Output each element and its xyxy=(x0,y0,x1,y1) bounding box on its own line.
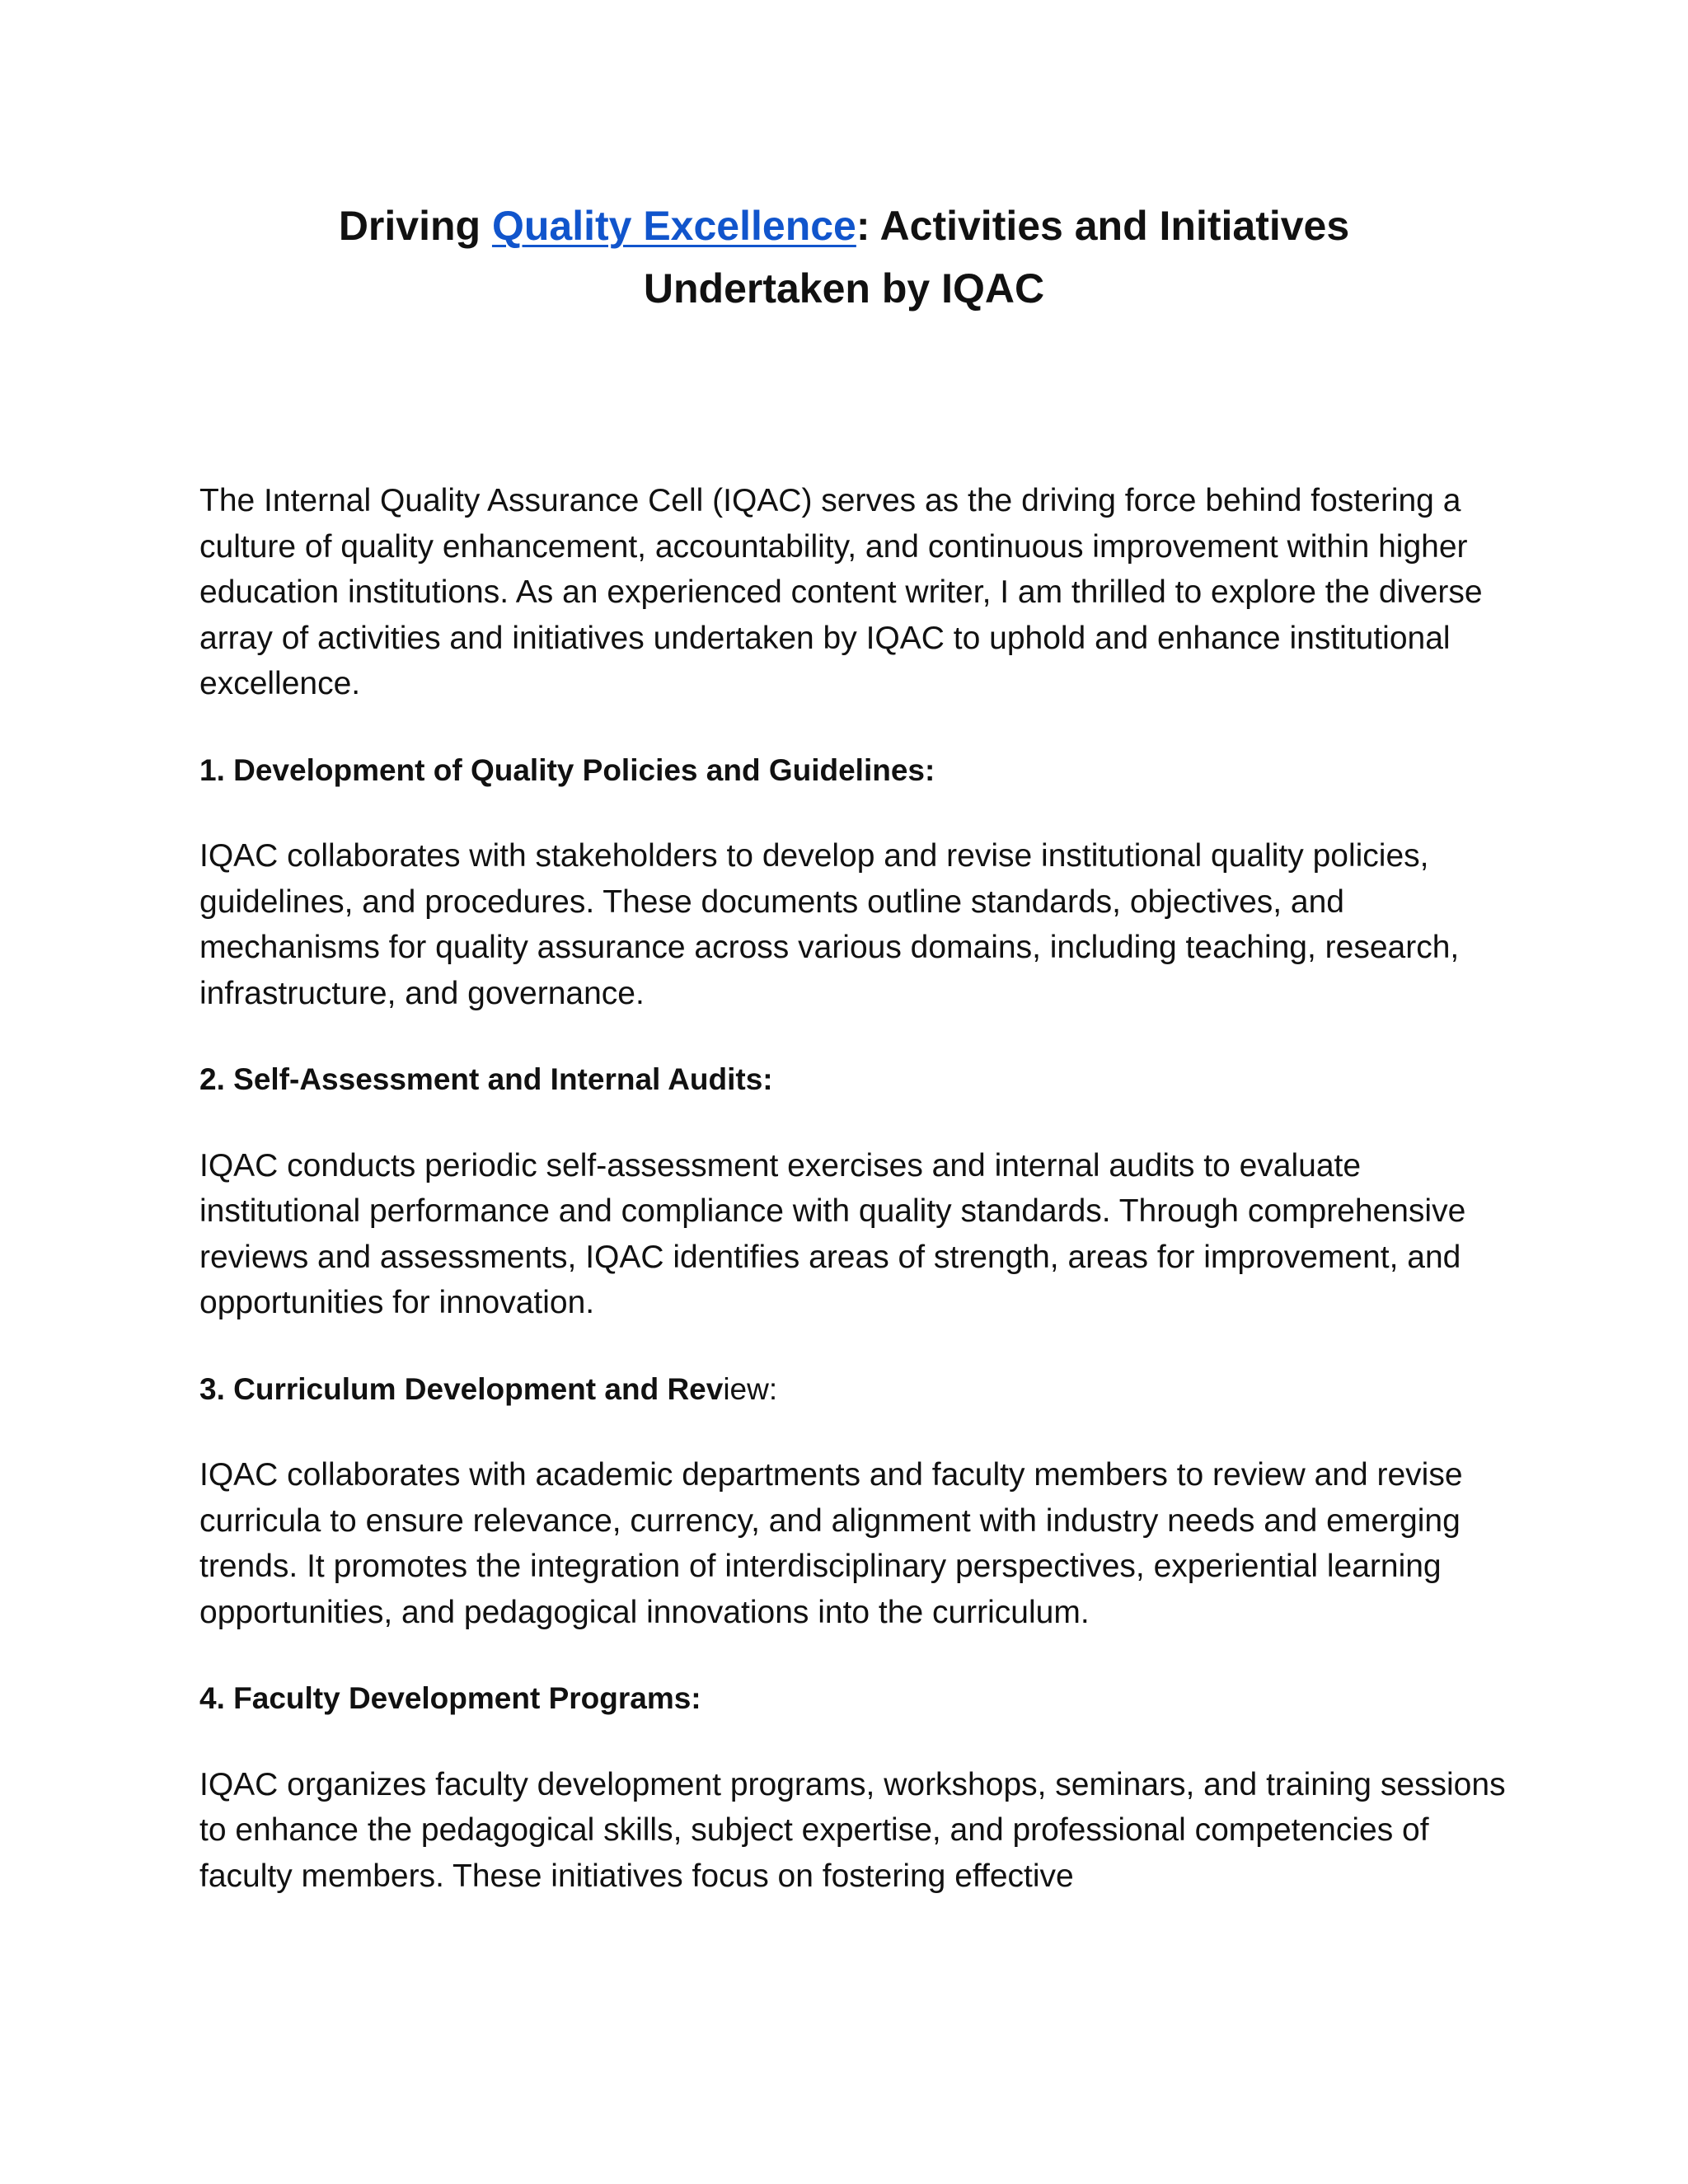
section-body-3: IQAC collaborates with academic departments and faculty members to review and revise curricula to ensure relevance, currency, and alignment with industry needs and emerging trends. It promotes the integration of interdisciplinary perspectives, experiential learning opportunities, and pedagogical innovations into the curriculum. xyxy=(199,1457,1463,1630)
section-heading-text: 2. Self-Assessment and Internal Audits: xyxy=(199,1062,773,1096)
section-heading-2 xyxy=(199,1057,1506,1103)
section-heading-3 xyxy=(199,1366,1506,1413)
intro-paragraph: The Internal Quality Assurance Cell (IQAC) serves as the driving force behind fostering a culture of quality enhancement, accountability, and continuous improvement within higher education institutions. As an experienced content writer, I am thrilled to explore the diverse array of activities and initiatives undertaken by IQAC to uphold and enhance institutional excellence. xyxy=(199,483,1483,701)
quality-excellence-link[interactable]: Quality Excellence xyxy=(491,203,856,249)
section-body-1: IQAC collaborates with stakeholders to develop and revise institutional quality policies, guidelines, and procedures. These documents outline standards, objectives, and mechanisms for quality assurance across various domains, including teaching, research, infrastructure, and governance. xyxy=(199,838,1460,1011)
section-heading-tail: iew: xyxy=(723,1371,778,1406)
section-heading-4 xyxy=(199,1675,1506,1722)
title-prefix: Driving xyxy=(338,203,492,249)
section-heading-text: 3. Curriculum Development and Rev xyxy=(199,1371,724,1406)
section-body-2: IQAC conducts periodic self-assessment exercises and internal audits to evaluate institutional performance and compliance with quality standards. Through comprehensive reviews and assessments, IQAC identifies areas of strength, areas for improvement, and opportunities for innovation. xyxy=(199,1147,1466,1320)
title-suffix: : Activities and Initiatives xyxy=(856,203,1350,249)
title-line-2: Undertaken by IQAC xyxy=(643,265,1045,312)
section-heading-text: 1. Development of Quality Policies and Guidelines: xyxy=(199,752,935,787)
section-heading-text: 4. Faculty Development Programs: xyxy=(199,1681,701,1715)
document-title xyxy=(198,194,1490,320)
document-body xyxy=(199,478,1506,1939)
section-body-4: IQAC organizes faculty development programs, workshops, seminars, and training sessions to enhance the pedagogical skills, subject expertise, and professional competencies of faculty members. These initiatives focus on fostering effective xyxy=(199,1766,1506,1894)
section-heading-1 xyxy=(199,748,1506,794)
